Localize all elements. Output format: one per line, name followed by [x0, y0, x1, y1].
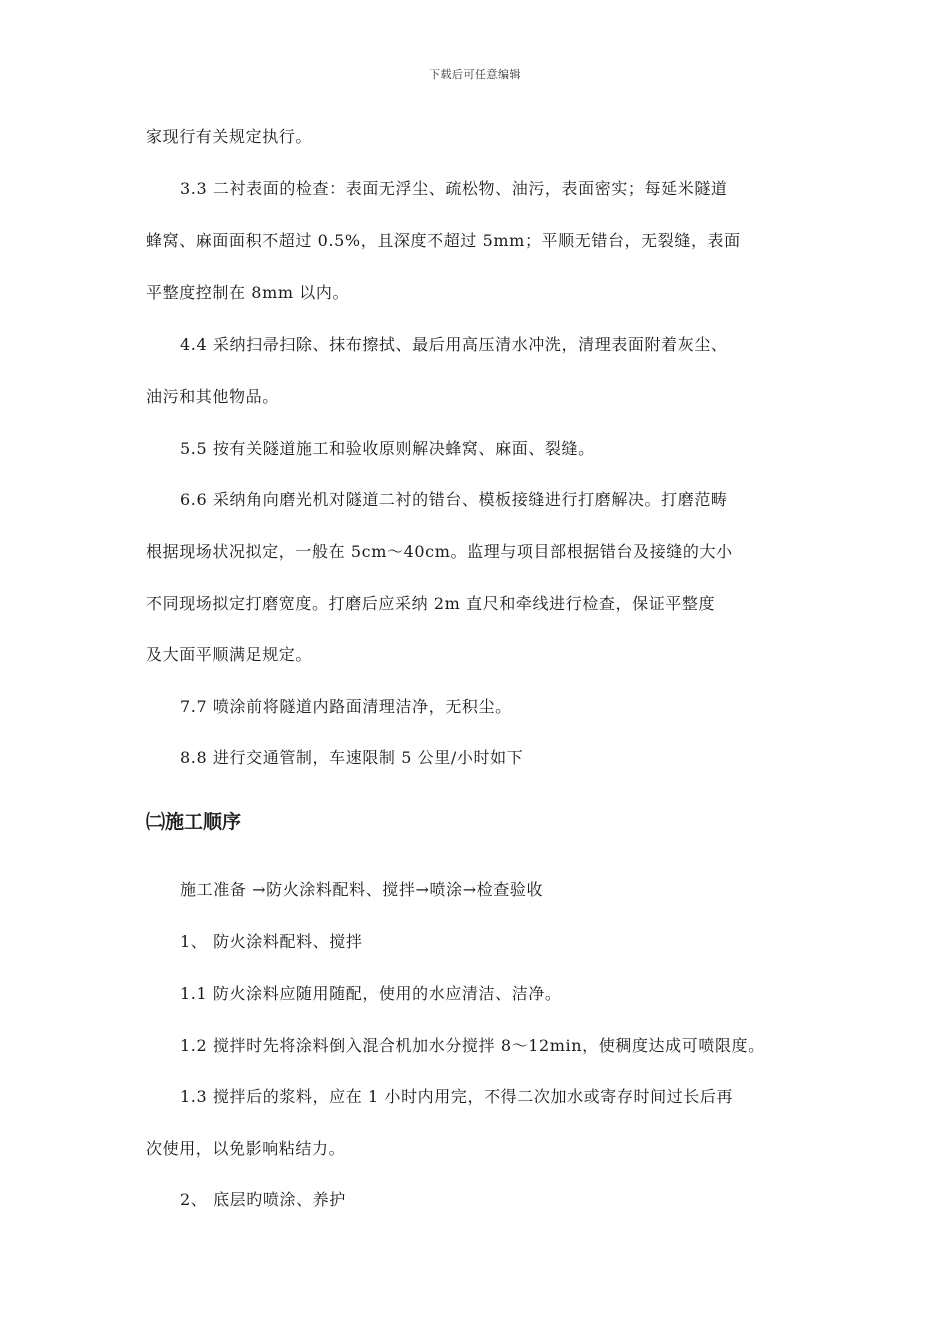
body-line: 家现行有关规定执行。	[146, 127, 313, 146]
body-line: 蜂窝、麻面面积不超过 0.5%，且深度不超过 5mm；平顺无错台，无裂缝，表面	[146, 231, 741, 250]
body-line: 次使用，以免影响粘结力。	[146, 1139, 346, 1158]
section-heading: ㈡施工顺序	[146, 811, 242, 833]
body-line: 2、 底层旳喷涂、养护	[180, 1190, 346, 1209]
body-line: 1.2 搅拌时先将涂料倒入混合机加水分搅拌 8～12min，使稠度达成可喷限度。	[180, 1036, 765, 1055]
body-line: 7.7 喷涂前将隧道内路面清理洁净，无积尘。	[180, 697, 512, 716]
body-line: 施工准备 →防火涂料配料、搅拌→喷涂→检查验收	[180, 880, 544, 899]
body-line: 1.1 防火涂料应随用随配，使用的水应清洁、洁净。	[180, 984, 562, 1003]
body-line: 6.6 采纳角向磨光机对隧道二衬的错台、模板接缝进行打磨解决。打磨范畴	[180, 490, 728, 509]
body-line: 3.3 二衬表面的检查：表面无浮尘、疏松物、油污，表面密实；每延米隧道	[180, 179, 728, 198]
body-line: 不同现场拟定打磨宽度。打磨后应采纳 2m 直尺和牵线进行检查，保证平整度	[146, 594, 716, 613]
body-line: 8.8 进行交通管制，车速限制 5 公里/小时如下	[180, 748, 524, 767]
body-line: 1、 防火涂料配料、搅拌	[180, 932, 363, 951]
body-line: 根据现场状况拟定，一般在 5cm～40cm。监理与项目部根据错台及接缝的大小	[146, 542, 733, 561]
body-line: 及大面平顺满足规定。	[146, 645, 313, 664]
page-header: 下载后可任意编辑	[429, 68, 521, 81]
body-line: 4.4 采纳扫帚扫除、抹布擦拭、最后用高压清水冲洗，清理表面附着灰尘、	[180, 335, 728, 354]
body-line: 5.5 按有关隧道施工和验收原则解决蜂窝、麻面、裂缝。	[180, 439, 595, 458]
body-line: 油污和其他物品。	[146, 387, 279, 406]
body-line: 1.3 搅拌后的浆料，应在 1 小时内用完，不得二次加水或寄存时间过长后再	[180, 1087, 734, 1106]
body-line: 平整度控制在 8mm 以内。	[146, 283, 350, 302]
